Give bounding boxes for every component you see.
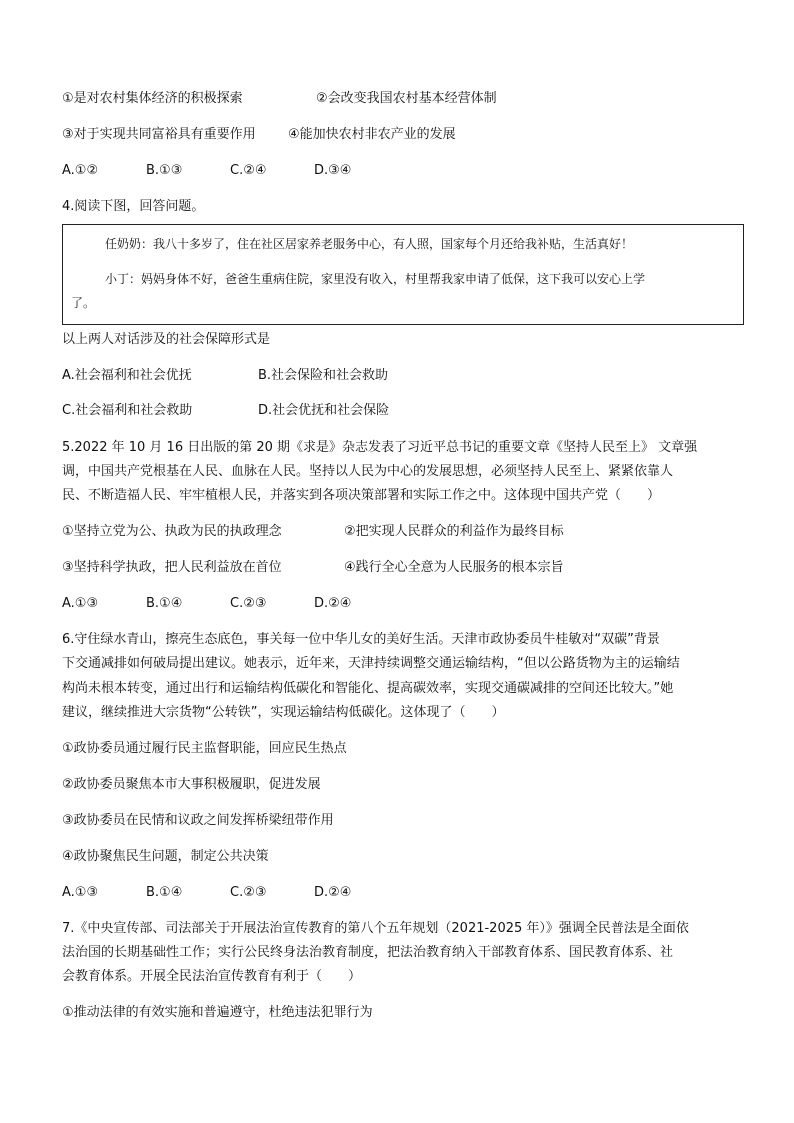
q4-stem: 4.阅读下图，回答问题。 <box>62 199 205 214</box>
q6-stem-3: 构尚未根本转变，通过出行和运输结构低碳化和智能化、提高碳效率，实现交通碳减排的空间还比较大。”她 <box>62 681 674 696</box>
q6-stem-2: 下交通减排如何破局提出建议。她表示，近年来，天津持续调整交通运输结构，“但以公路货物为主的运输结 <box>62 656 680 671</box>
q5-statement-2: ②把实现人民群众的利益作为最终目标 <box>344 524 564 539</box>
q5-stem-2: 调，中国共产党根基在人民、血脉在人民。坚持以人民为中心的发展思想，必须坚持人民至上、紧紧依靠人 <box>62 464 674 479</box>
q6-statement-2: ②政协委员聚焦本市大事积极履职，促进发展 <box>62 777 321 792</box>
q4-dialogue-line-3: 了。 <box>71 296 96 310</box>
q6-statement-1: ①政协委员通过履行民主监督职能，回应民生热点 <box>62 741 347 756</box>
q3-option-b: B.①③ <box>146 163 183 178</box>
q5-option-d: D.②④ <box>314 596 352 611</box>
q5-statement-4: ④践行全心全意为人民服务的根本宗旨 <box>344 560 564 575</box>
q6-stem-1: 6.守住绿水青山，擦亮生态底色，事关每一位中华儿女的美好生活。天津市政协委员牛桂敏对“双碳”背景 <box>62 632 660 647</box>
q4-question: 以上两人对话涉及的社会保障形式是 <box>62 332 271 347</box>
q3-option-a: A.①② <box>62 163 99 178</box>
q3-option-d: D.③④ <box>314 163 352 178</box>
q4-dialogue-box <box>62 224 744 325</box>
q7-stem-3: 会教育体系。开展全民法治宣传教育有利于（ ） <box>62 969 362 984</box>
q3-statement-3: ③对于实现共同富裕具有重要作用 <box>62 127 256 142</box>
q3-statement-1: ①是对农村集体经济的积极探索 <box>62 91 243 106</box>
q4-option-d: D.社会优抚和社会保险 <box>258 403 390 418</box>
q3-statement-2: ②会改变我国农村基本经营体制 <box>316 91 497 106</box>
q6-option-c: C.②③ <box>230 885 267 900</box>
q7-stem-1: 7.《中央宣传部、司法部关于开展法治宣传教育的第八个五年规划（2021-2025 年）》强调全民普法是全面依 <box>62 921 689 936</box>
q6-option-a: A.①③ <box>62 885 99 900</box>
q4-dialogue-line-1: 任奶奶：我八十多岁了，住在社区居家养老服务中心，有人照，国家每个月还给我补贴，生活真好！ <box>105 237 634 251</box>
q5-statement-3: ③坚持科学执政，把人民利益放在首位 <box>62 560 282 575</box>
q6-stem-4: 建议，继续推进大宗货物“公转铁”，实现运输结构低碳化。这体现了（ ） <box>62 705 505 720</box>
q7-stem-2: 法治国的长期基础性工作；实行公民终身法治教育制度，把法治教育纳入干部教育体系、国民教育体系、社 <box>62 945 674 960</box>
q5-option-a: A.①③ <box>62 596 99 611</box>
q4-option-c: C.社会福利和社会救助 <box>62 403 193 418</box>
q5-option-c: C.②③ <box>230 596 267 611</box>
q5-stem-1: 5.2022 年 10 月 16 日出版的第 20 期《求是》杂志发表了习近平总书记的重要文章《坚持人民至上》 文章强 <box>62 440 698 455</box>
q5-statement-1: ①坚持立党为公、执政为民的执政理念 <box>62 524 282 539</box>
q5-option-b: B.①④ <box>146 596 183 611</box>
q5-stem-3: 民、不断造福人民、牢牢植根人民，并落实到各项决策部署和实际工作之中。这体现中国共产党（ ） <box>62 488 661 503</box>
q6-statement-4: ④政协聚焦民生问题，制定公共决策 <box>62 849 269 864</box>
q3-option-c: C.②④ <box>230 163 267 178</box>
q4-option-b: B.社会保险和社会救助 <box>258 368 389 383</box>
q3-statement-4: ④能加快农村非农产业的发展 <box>288 127 456 142</box>
q4-dialogue-line-2: 小丁：妈妈身体不好，爸爸生重病住院，家里没有收入，村里帮我家申请了低保，这下我可以安心上学 <box>105 272 646 286</box>
q6-statement-3: ③政协委员在民情和议政之间发挥桥梁纽带作用 <box>62 813 334 828</box>
q6-option-b: B.①④ <box>146 885 183 900</box>
q4-option-a: A.社会福利和社会优抚 <box>62 368 192 383</box>
q7-statement-1: ①推动法律的有效实施和普遍遵守，杜绝违法犯罪行为 <box>62 1005 373 1020</box>
q6-option-d: D.②④ <box>314 885 352 900</box>
